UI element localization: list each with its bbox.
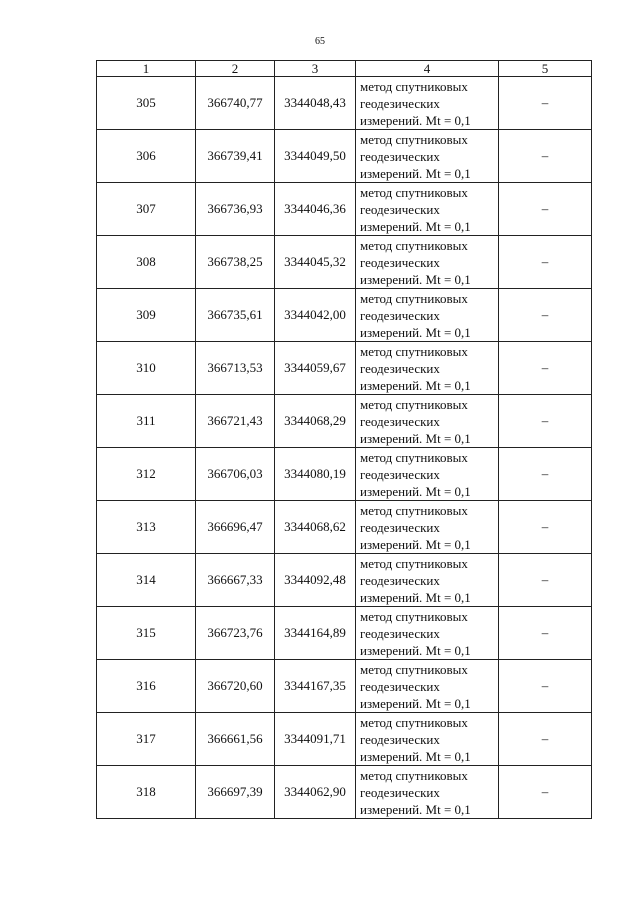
table-row [97,289,592,342]
x-coordinate-cell: 366667,33 [196,554,275,607]
method-line: геодезических [360,307,440,323]
method-line: метод спутниковых [360,714,468,730]
table-row [97,77,592,130]
method-cell [356,766,499,819]
page-number: 65 [315,36,325,47]
table-row [97,395,592,448]
method-cell [356,130,499,183]
x-coordinate-cell: 366713,53 [196,342,275,395]
y-coordinate-cell: 3344045,32 [275,236,356,289]
method-line: измерений. Mt = 0,1 [360,483,471,499]
method-cell [356,289,499,342]
method-line: измерений. Mt = 0,1 [360,377,471,393]
note-cell: – [499,342,592,395]
note-cell: – [499,183,592,236]
method-line: геодезических [360,466,440,482]
table-row [97,448,592,501]
point-number-cell: 315 [97,607,196,660]
x-coordinate-cell: 366721,43 [196,395,275,448]
method-line: геодезических [360,572,440,588]
y-coordinate-cell: 3344092,48 [275,554,356,607]
method-cell [356,342,499,395]
point-number-cell: 311 [97,395,196,448]
method-line: измерений. Mt = 0,1 [360,112,471,128]
method-cell [356,448,499,501]
table-row [97,183,592,236]
coordinates-table [96,60,592,819]
method-cell [356,183,499,236]
y-coordinate-cell: 3344080,19 [275,448,356,501]
method-line: метод спутниковых [360,290,468,306]
method-line: геодезических [360,625,440,641]
method-cell [356,660,499,713]
y-coordinate-cell: 3344167,35 [275,660,356,713]
header-col-2: 2 [196,61,275,77]
y-coordinate-cell: 3344042,00 [275,289,356,342]
point-number-cell: 314 [97,554,196,607]
method-line: геодезических [360,95,440,111]
method-line: метод спутниковых [360,767,468,783]
method-line: геодезических [360,360,440,376]
method-line: измерений. Mt = 0,1 [360,695,471,711]
method-line: измерений. Mt = 0,1 [360,271,471,287]
y-coordinate-cell: 3344062,90 [275,766,356,819]
method-line: метод спутниковых [360,502,468,518]
header-col-4: 4 [356,61,499,77]
note-cell: – [499,766,592,819]
note-cell: – [499,289,592,342]
method-line: метод спутниковых [360,131,468,147]
method-line: метод спутниковых [360,661,468,677]
x-coordinate-cell: 366736,93 [196,183,275,236]
note-cell: – [499,77,592,130]
table-row [97,713,592,766]
point-number-cell: 309 [97,289,196,342]
x-coordinate-cell: 366661,56 [196,713,275,766]
table-row [97,342,592,395]
y-coordinate-cell: 3344091,71 [275,713,356,766]
table-row [97,554,592,607]
x-coordinate-cell: 366696,47 [196,501,275,554]
note-cell: – [499,554,592,607]
note-cell: – [499,130,592,183]
method-line: метод спутниковых [360,78,468,94]
point-number-cell: 310 [97,342,196,395]
method-line: измерений. Mt = 0,1 [360,218,471,234]
header-row [97,61,592,77]
x-coordinate-cell: 366706,03 [196,448,275,501]
x-coordinate-cell: 366723,76 [196,607,275,660]
note-cell: – [499,236,592,289]
method-line: геодезических [360,678,440,694]
method-line: геодезических [360,254,440,270]
method-cell [356,395,499,448]
point-number-cell: 307 [97,183,196,236]
method-line: метод спутниковых [360,555,468,571]
method-cell [356,236,499,289]
table-row [97,501,592,554]
method-line: метод спутниковых [360,608,468,624]
method-cell [356,713,499,766]
table-body [97,77,592,819]
y-coordinate-cell: 3344068,29 [275,395,356,448]
point-number-cell: 317 [97,713,196,766]
header-col-1: 1 [97,61,196,77]
note-cell: – [499,395,592,448]
table-row [97,766,592,819]
x-coordinate-cell: 366739,41 [196,130,275,183]
method-line: измерений. Mt = 0,1 [360,642,471,658]
x-coordinate-cell: 366697,39 [196,766,275,819]
point-number-cell: 306 [97,130,196,183]
note-cell: – [499,660,592,713]
point-number-cell: 312 [97,448,196,501]
method-line: геодезических [360,731,440,747]
method-line: геодезических [360,784,440,800]
method-line: геодезических [360,413,440,429]
table-row [97,236,592,289]
method-line: измерений. Mt = 0,1 [360,165,471,181]
y-coordinate-cell: 3344068,62 [275,501,356,554]
point-number-cell: 313 [97,501,196,554]
point-number-cell: 318 [97,766,196,819]
method-line: измерений. Mt = 0,1 [360,536,471,552]
method-line: метод спутниковых [360,449,468,465]
method-line: геодезических [360,148,440,164]
method-cell [356,607,499,660]
point-number-cell: 316 [97,660,196,713]
table-row [97,607,592,660]
method-line: геодезических [360,519,440,535]
point-number-cell: 308 [97,236,196,289]
note-cell: – [499,607,592,660]
y-coordinate-cell: 3344164,89 [275,607,356,660]
table-row [97,130,592,183]
method-cell [356,501,499,554]
method-line: геодезических [360,201,440,217]
method-line: измерений. Mt = 0,1 [360,801,471,817]
y-coordinate-cell: 3344048,43 [275,77,356,130]
y-coordinate-cell: 3344046,36 [275,183,356,236]
x-coordinate-cell: 366735,61 [196,289,275,342]
method-line: измерений. Mt = 0,1 [360,324,471,340]
table-header [97,61,592,77]
header-col-3: 3 [275,61,356,77]
method-line: метод спутниковых [360,184,468,200]
method-line: метод спутниковых [360,396,468,412]
note-cell: – [499,448,592,501]
point-number-cell: 305 [97,77,196,130]
method-line: метод спутниковых [360,343,468,359]
x-coordinate-cell: 366740,77 [196,77,275,130]
method-cell [356,77,499,130]
y-coordinate-cell: 3344059,67 [275,342,356,395]
x-coordinate-cell: 366720,60 [196,660,275,713]
method-line: измерений. Mt = 0,1 [360,430,471,446]
table-row [97,660,592,713]
method-cell [356,554,499,607]
y-coordinate-cell: 3344049,50 [275,130,356,183]
note-cell: – [499,713,592,766]
x-coordinate-cell: 366738,25 [196,236,275,289]
method-line: измерений. Mt = 0,1 [360,589,471,605]
method-line: метод спутниковых [360,237,468,253]
note-cell: – [499,501,592,554]
header-col-5: 5 [499,61,592,77]
method-line: измерений. Mt = 0,1 [360,748,471,764]
